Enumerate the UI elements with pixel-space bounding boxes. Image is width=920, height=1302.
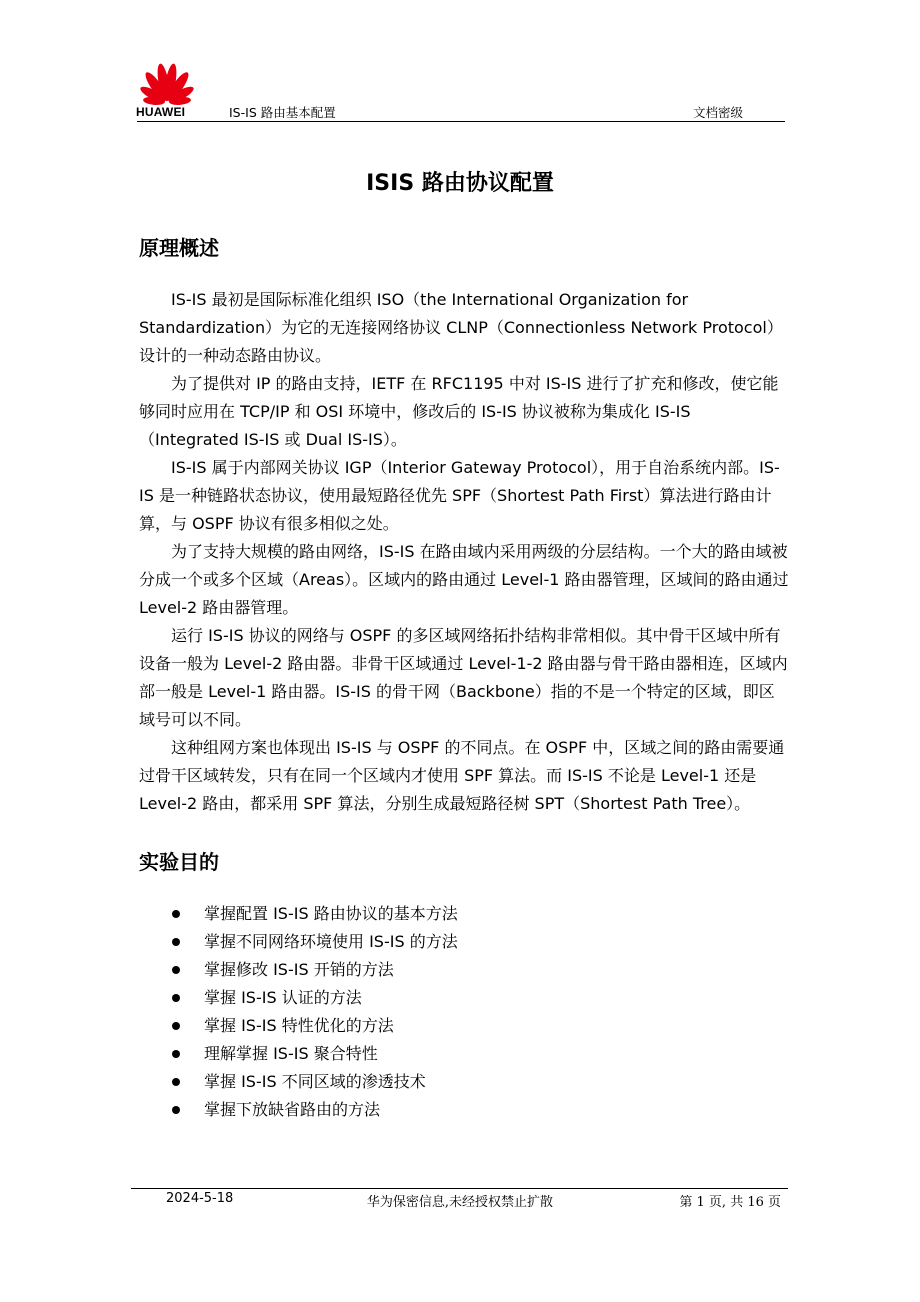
page-title: ISIS 路由协议配置 [366, 171, 554, 196]
header-security-level: 文档密级 [692, 105, 743, 120]
bullet-icon [172, 910, 180, 918]
list-item-text: 理解掌握 IS-IS 聚合特性 [204, 1044, 378, 1063]
list-item-text: 掌握修改 IS-IS 开销的方法 [204, 960, 394, 979]
bullet-icon [172, 994, 180, 1002]
list-item [172, 928, 458, 956]
list-item [172, 1040, 458, 1068]
list-item [172, 956, 458, 984]
list-item-text: 掌握不同网络环境使用 IS-IS 的方法 [204, 932, 458, 951]
footer-confidential-notice: 华为保密信息,未经授权禁止扩散 [366, 1195, 554, 1210]
list-item [172, 984, 458, 1012]
bullet-icon [172, 1078, 180, 1086]
list-item [172, 1012, 458, 1040]
paragraph: 为了提供对 IP 的路由支持，IETF 在 RFC1195 中对 IS-IS 进行了扩充和修改，使它能够同时应用在 TCP/IP 和 OSI 环境中，修改后的 IS-IS 协议被称为集成化 IS-IS（Integrated IS-IS 或 Dual IS-IS）。 [139, 374, 779, 449]
list-item [172, 1068, 458, 1096]
list-item-text: 掌握 IS-IS 不同区域的渗透技术 [204, 1072, 426, 1091]
bullet-icon [172, 966, 180, 974]
logo-text: HUAWEI [136, 105, 186, 119]
footer-divider [131, 1188, 788, 1189]
paragraph: 为了支持大规模的路由网络，IS-IS 在路由域内采用两级的分层结构。一个大的路由域被分成一个或多个区域（Areas）。区域内的路由通过 Level-1 路由器管理，区域间的路由通过 Level-2 路由器管理。 [139, 542, 789, 617]
paragraph: 这种组网方案也体现出 IS-IS 与 OSPF 的不同点。在 OSPF 中，区域之间的路由需要通过骨干区域转发，只有在同一个区域内才使用 SPF 算法。而 IS-IS 不论是 Level-1 还是 Level-2 路由，都采用 SPF 算法，分别生成最短路径树 SPT（Shortest Path Tree）。 [139, 738, 785, 813]
paragraph: IS-IS 最初是国际标准化组织 ISO（the International Organization for Standardization）为它的无连接网络协议 CLNP（Connectionless Network Protocol）设计的一种动态路由协议。 [139, 290, 783, 365]
section-heading-overview: 原理概述 [139, 236, 219, 260]
bullet-icon [172, 1106, 180, 1114]
list-item-text: 掌握 IS-IS 认证的方法 [204, 988, 362, 1007]
bullet-icon [172, 938, 180, 946]
section-heading-objectives: 实验目的 [139, 850, 219, 874]
footer-page-number: 第 1 页, 共 16 页 [679, 1195, 781, 1210]
bullet-icon [172, 1022, 180, 1030]
huawei-petals-icon [137, 62, 197, 106]
header-divider [137, 121, 785, 122]
objectives-list [172, 900, 458, 1124]
list-item-text: 掌握配置 IS-IS 路由协议的基本方法 [204, 904, 458, 923]
overview-body [139, 286, 789, 818]
list-item-text: 掌握下放缺省路由的方法 [204, 1100, 381, 1119]
list-item [172, 900, 458, 928]
list-item [172, 1096, 458, 1124]
header-doc-title: IS-IS 路由基本配置 [229, 105, 336, 120]
bullet-icon [172, 1050, 180, 1058]
footer-date: 2024-5-18 [166, 1191, 234, 1206]
list-item-text: 掌握 IS-IS 特性优化的方法 [204, 1016, 394, 1035]
paragraph: 运行 IS-IS 协议的网络与 OSPF 的多区域网络拓扑结构非常相似。其中骨干区域中所有设备一般为 Level-2 路由器。非骨干区域通过 Level-1-2 路由器与骨干路由器相连，区域内部一般是 Level-1 路由器。IS-IS 的骨干网（Backbone）指的不是一个特定的区域，即区域号可以不同。 [139, 626, 788, 729]
paragraph: IS-IS 属于内部网关协议 IGP（Interior Gateway Protocol），用于自治系统内部。IS-IS 是一种链路状态协议，使用最短路径优先 SPF（Shortest Path First）算法进行路由计算，与 OSPF 协议有很多相似之处。 [139, 458, 780, 533]
